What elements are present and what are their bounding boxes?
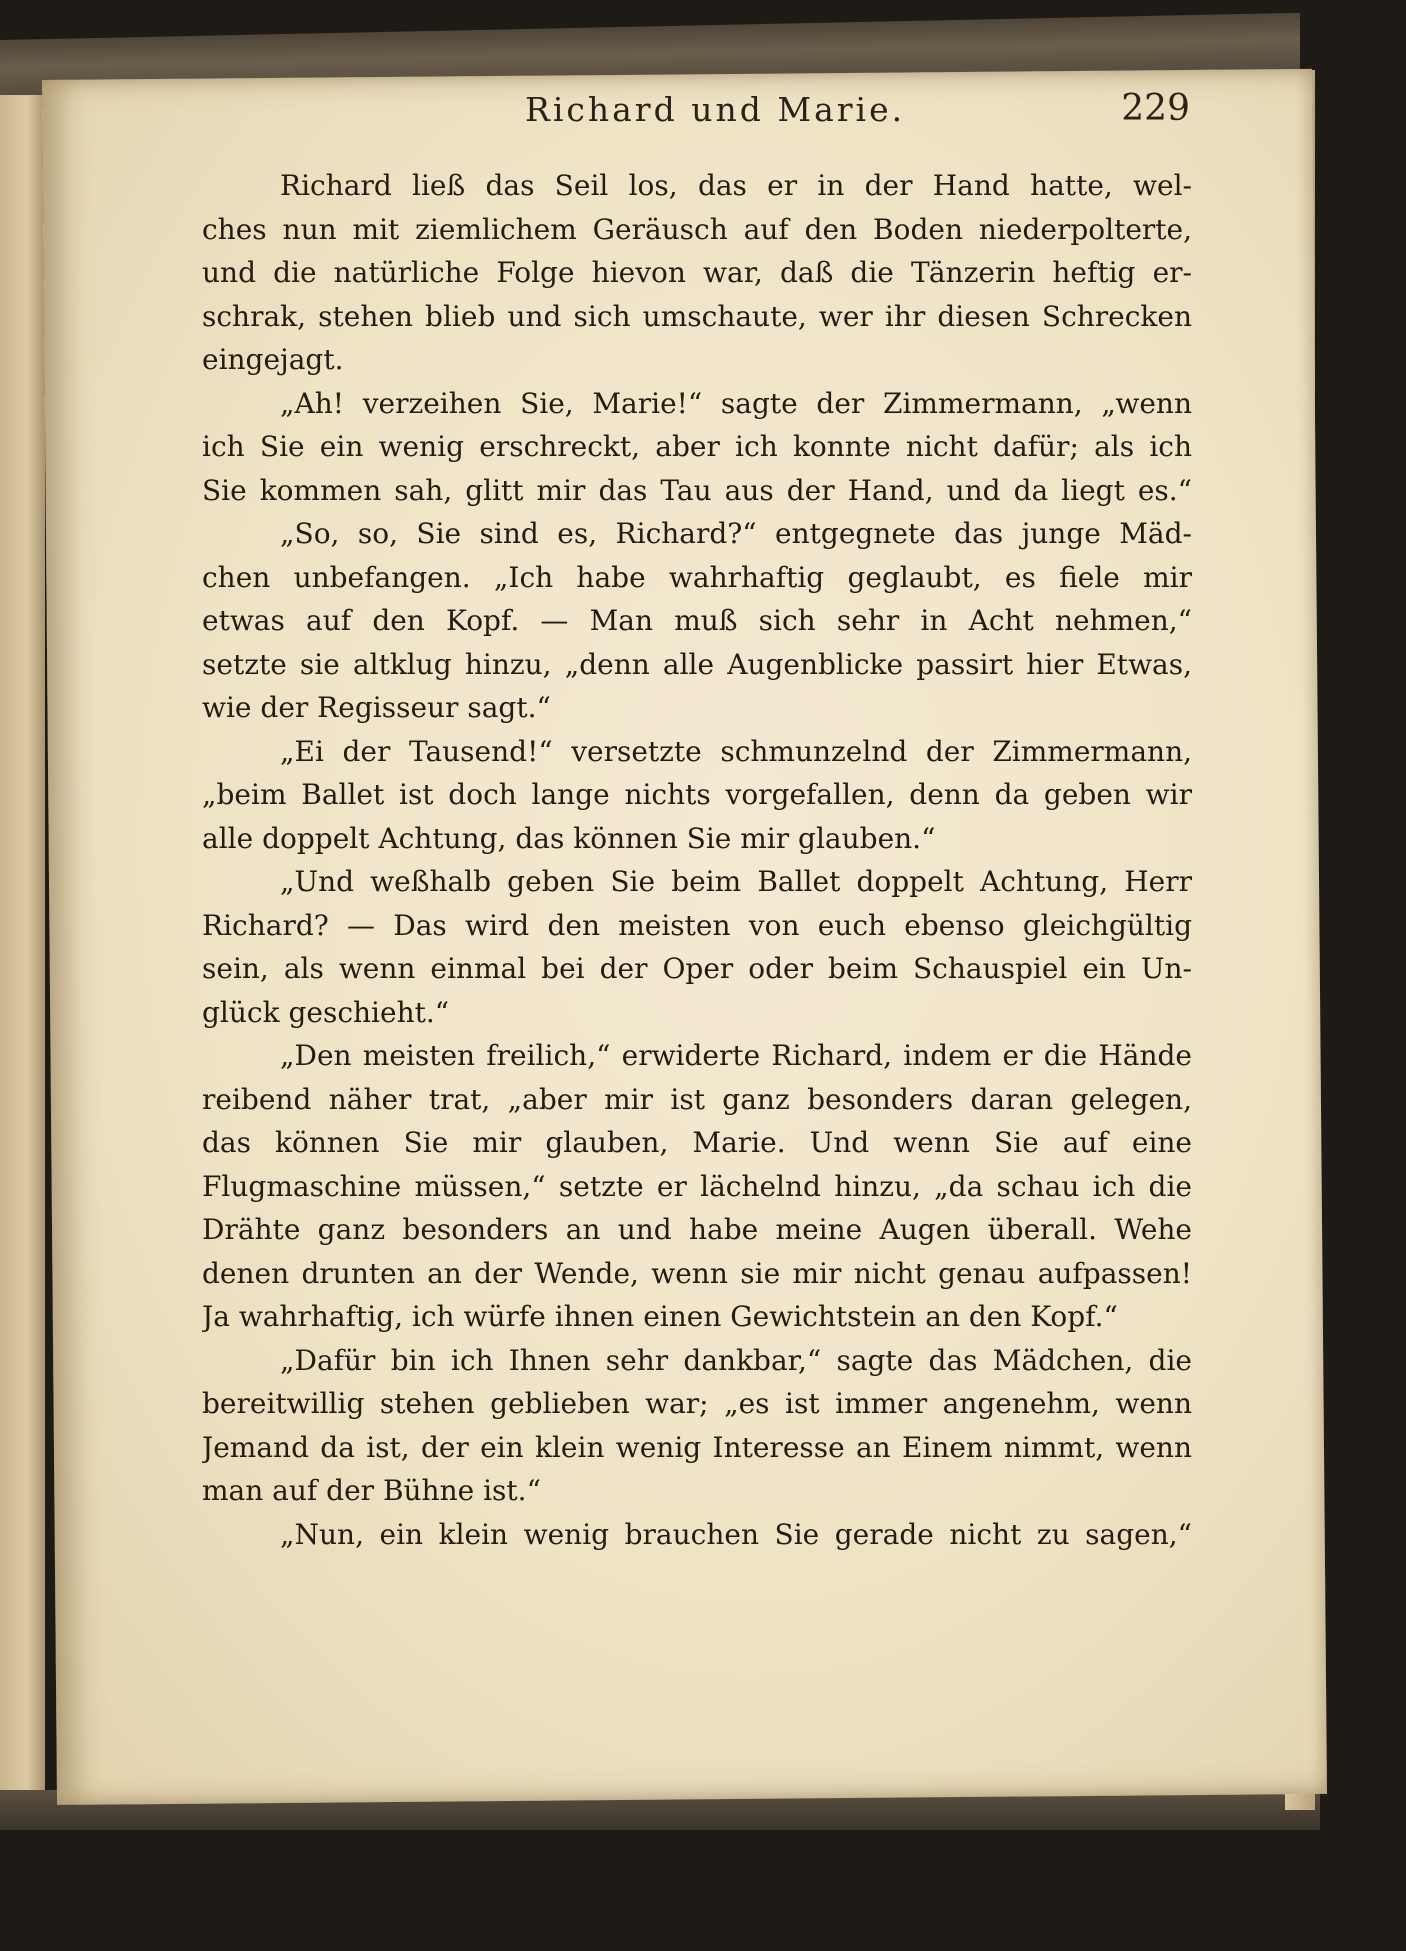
text-line: „Ah! verzeihen Sie, Marie!“ sagte der Zimmermann, „wenn <box>280 386 1192 420</box>
text-line: schrak, stehen blieb und sich umschaute, wer ihr diesen Schrecken <box>202 299 1192 333</box>
text-line: Richard? — Das wird den meisten von euch ebenso gleichgültig <box>202 908 1192 942</box>
page-header <box>200 90 1190 140</box>
text-line: Jemand da ist, der ein klein wenig Interesse an Einem nimmt, wenn <box>202 1430 1192 1464</box>
text-line: „Dafür bin ich Ihnen sehr dankbar,“ sagte das Mädchen, die <box>280 1343 1192 1377</box>
text-line: „Den meisten freilich,“ erwiderte Richard, indem er die Hände <box>280 1039 1192 1072</box>
text-line: Flugmaschine müssen,“ setzte er lächelnd hinzu, „da schau ich die <box>202 1169 1192 1203</box>
page-number: 229 <box>1121 88 1190 129</box>
text-line: Drähte ganz besonders an und habe meine Augen überall. Wehe <box>202 1213 1192 1246</box>
running-title: Richard und Marie. <box>525 90 906 129</box>
facing-page-edge <box>0 95 45 1805</box>
text-line: ches nun mit ziemlichem Geräusch auf den Boden niederpolterte, <box>202 212 1192 246</box>
text-line: setzte sie altklug hinzu, „denn alle Augenblicke passirt hier Etwas, <box>202 647 1192 681</box>
text-line: etwas auf den Kopf. — Man muß sich sehr in Acht nehmen,“ <box>202 604 1192 637</box>
text-line: „Und weßhalb geben Sie beim Ballet doppelt Achtung, Herr <box>280 865 1192 898</box>
text-line: denen drunten an der Wende, wenn sie mir nicht genau aufpassen! <box>202 1256 1192 1290</box>
text-line: Sie kommen sah, glitt mir das Tau aus der Hand, und da liegt es.“ <box>202 473 1192 507</box>
text-line: Ja wahrhaftig, ich würfe ihnen einen Gewichtstein an den Kopf.“ <box>202 1300 1118 1333</box>
text-line: Richard ließ das Seil los, das er in der Hand hatte, wel- <box>280 169 1192 202</box>
text-line: chen unbefangen. „Ich habe wahrhaftig geglaubt, es fiele mir <box>202 560 1192 594</box>
text-line: ich Sie ein wenig erschreckt, aber ich konnte nicht dafür; als ich <box>202 430 1192 463</box>
text-line: und die natürliche Folge hievon war, daß die Tänzerin heftig er- <box>202 256 1192 289</box>
text-line: „Nun, ein klein wenig brauchen Sie gerade nicht zu sagen,“ <box>280 1517 1192 1551</box>
text-line: „beim Ballet ist doch lange nichts vorgefallen, denn da geben wir <box>202 778 1192 811</box>
text-line: das können Sie mir glauben, Marie. Und wenn Sie auf eine <box>202 1126 1192 1159</box>
text-line: „Ei der Tausend!“ versetzte schmunzelnd der Zimmermann, <box>280 734 1192 768</box>
text-line: bereitwillig stehen geblieben war; „es ist immer angenehm, wenn <box>202 1387 1192 1420</box>
text-line: eingejagt. <box>202 343 344 376</box>
text-line: „So, so, Sie sind es, Richard?“ entgegnete das junge Mäd- <box>280 517 1192 550</box>
text-line: man auf der Bühne ist.“ <box>202 1474 541 1507</box>
text-line: wie der Regisseur sagt.“ <box>202 691 551 724</box>
text-line: alle doppelt Achtung, das können Sie mir glauben.“ <box>202 821 936 855</box>
body-text <box>202 164 1192 1556</box>
text-line: glück geschieht.“ <box>202 995 450 1029</box>
text-line: sein, als wenn einmal bei der Oper oder beim Schauspiel ein Un- <box>202 952 1192 985</box>
text-line: reibend näher trat, „aber mir ist ganz besonders daran gelegen, <box>202 1082 1192 1116</box>
